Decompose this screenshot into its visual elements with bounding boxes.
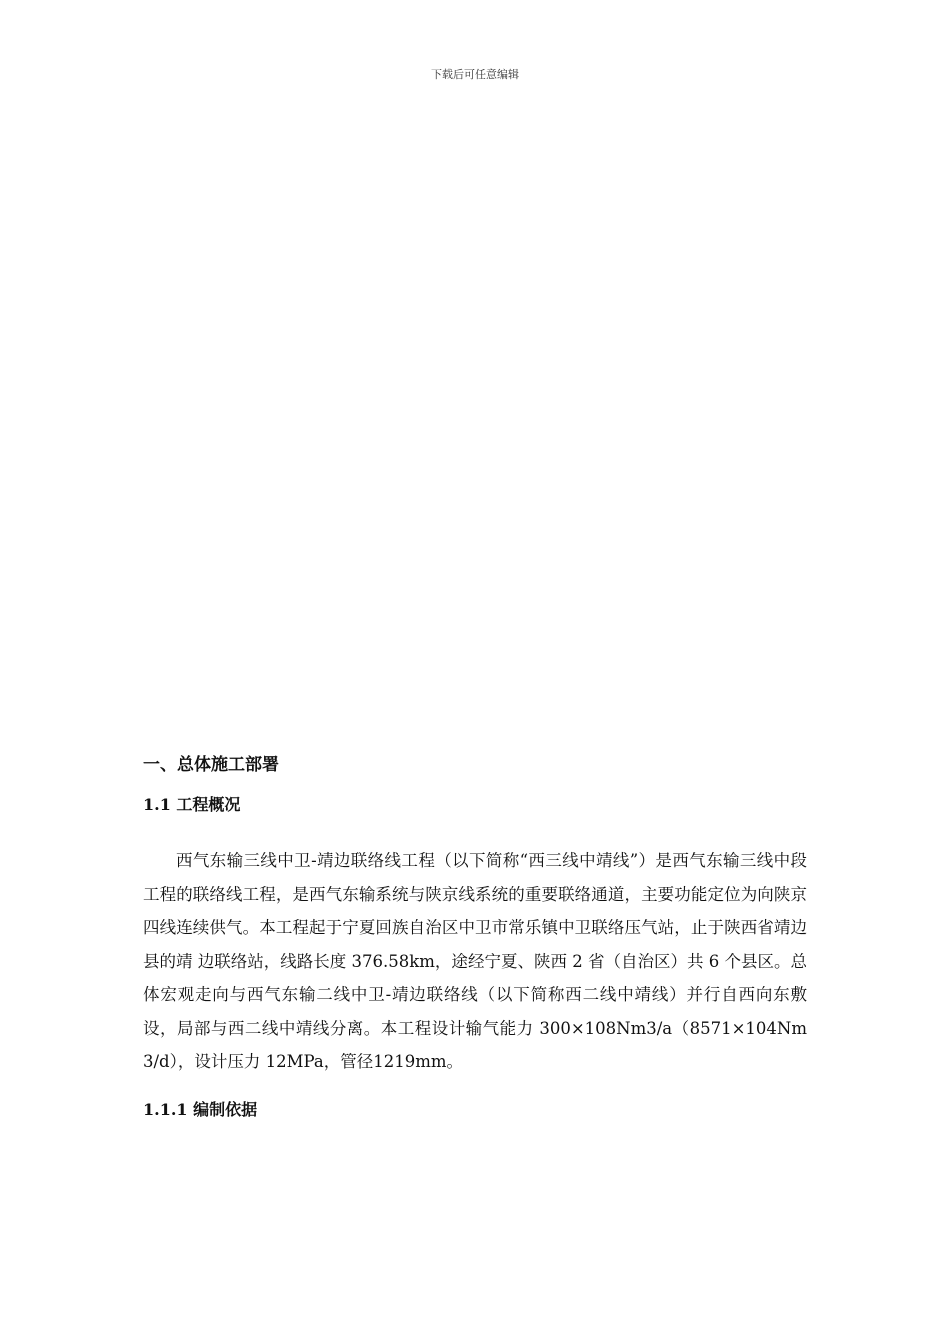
page-header: 下载后可任意编辑	[431, 68, 519, 81]
overview-paragraph: 西气东输三线中卫-靖边联络线工程（以下简称“西三线中靖线”）是西气东输三线中段工程的联络线工程，是西气东输系统与陕京线系统的重要联络通道，主要功能定位为向陕京四线连续供气。本工程起于宁夏回族自治区中卫市常乐镇中卫联络压气站，止于陕西省靖边县的靖 边联络站，线路长度 376.58km，途经宁夏、陕西 2 省（自治区）共 6 个县区。总体宏观走向与西气东输二线中卫-靖边联络线（以下简称西二线中靖线）并行自西向东敷设，局部与西二线中靖线分离。本工程设计输气能力 300×108Nm3/a（8571×104Nm3/d），设计压力 12MPa，管径1219mm。	[143, 851, 807, 1071]
section-title: 一、总体施工部署	[143, 755, 279, 775]
subsection-title: 1.1 工程概况	[143, 795, 241, 814]
subsubsection-title: 1.1.1 编制依据	[143, 1099, 258, 1119]
document-body	[143, 752, 807, 1123]
